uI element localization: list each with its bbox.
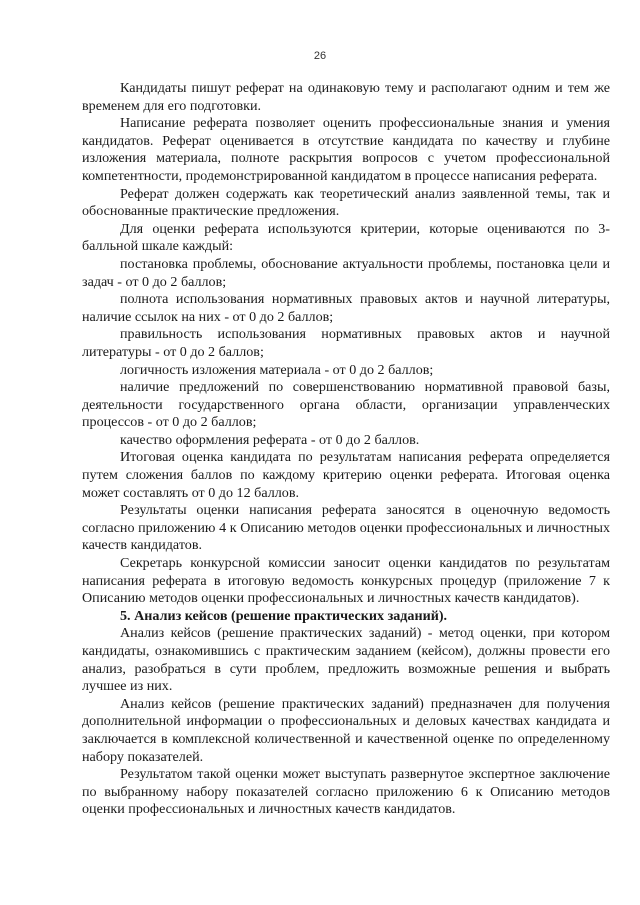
- page-number: 26: [313, 50, 327, 62]
- section-heading-case-analysis: 5. Анализ кейсов (решение практических заданий).: [120, 607, 448, 624]
- paragraph-essay-purpose: Написание реферата позволяет оценить профессиональные знания и умения кандидатов. Реферат оценивается в отсутствие кандидата по качеству и глубине изложения материала, полноте раскрытия вопросов с учетом профессиональной компетентности, продемонстрированной кандидатом в процессе написания реферата.: [82, 115, 610, 184]
- paragraph-results-record: Результаты оценки написания реферата заносятся в оценочную ведомость согласно приложению 4 к Описанию методов оценки профессиональных и личностных качеств кандидатов.: [82, 502, 610, 554]
- criterion-formatting: качество оформления реферата - от 0 до 2 баллов.: [120, 431, 420, 448]
- criterion-proposals: наличие предложений по совершенствованию нормативной правовой базы, деятельности государственного органа области, организации управленческих процессов - от 0 до 2 баллов;: [82, 379, 610, 431]
- paragraph-secretary: Секретарь конкурсной комиссии заносит оценки кандидатов по результатам написания реферата в итоговую ведомость конкурсных процедур (приложение 7 к Описанию методов оценки профессиональных и личностных качеств кандидатов).: [82, 555, 610, 607]
- paragraph-case-result: Результатом такой оценки может выступать развернутое экспертное заключение по выбранному набору показателей согласно приложению 6 к Описанию методов оценки профессиональных и личностных качеств кандидатов.: [82, 766, 610, 818]
- paragraph-case-purpose: Анализ кейсов (решение практических заданий) предназначен для получения дополнительной информации о профессиональных и деловых качествах кандидата и заключается в комплексной количественной и качественной оценке по определенному набору показателей.: [82, 695, 610, 765]
- document-body: [82, 80, 610, 819]
- paragraph-criteria-intro: Для оценки реферата используются критерии, которые оцениваются по 3-балльной шкале каждый:: [82, 220, 610, 255]
- paragraph-case-definition: Анализ кейсов (решение практических заданий) - метод оценки, при котором кандидаты, ознакомившись с практическим заданием (кейсом), должны провести его анализ, разобраться в сути проблем, предложить возможные решения и выбрать лучшее из них.: [82, 625, 610, 695]
- criterion-logic: логичность изложения материала - от 0 до 2 баллов;: [120, 361, 434, 378]
- paragraph-final-score: Итоговая оценка кандидата по результатам написания реферата определяется путем сложения баллов по каждому критерию оценки реферата. Итоговая оценка может составлять от 0 до 12 баллов.: [82, 449, 610, 501]
- criterion-problem-statement: постановка проблемы, обоснование актуальности проблемы, постановка цели и задач - от 0 до 2 баллов;: [82, 255, 610, 290]
- paragraph-essay-content: Реферат должен содержать как теоретический анализ заявленной темы, так и обоснованные практические предложения.: [82, 185, 610, 220]
- criterion-correctness: правильность использования нормативных правовых актов и научной литературы - от 0 до 2 баллов;: [82, 326, 610, 360]
- paragraph-intro: Кандидаты пишут реферат на одинаковую тему и располагают одним и тем же временем для его подготовки.: [82, 80, 610, 114]
- criterion-completeness: полнота использования нормативных правовых актов и научной литературы, наличие ссылок на них - от 0 до 2 баллов;: [82, 291, 610, 325]
